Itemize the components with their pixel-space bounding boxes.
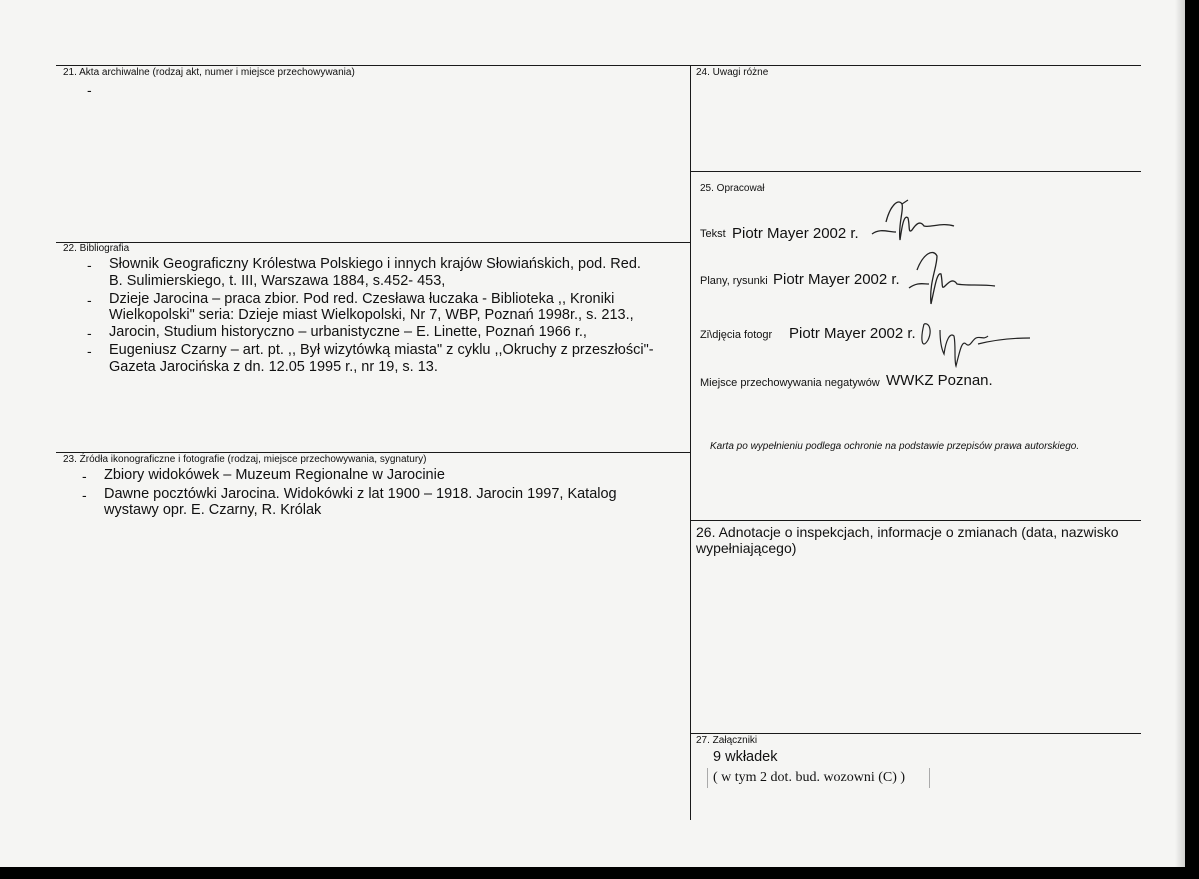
signature-1-icon bbox=[868, 196, 958, 246]
section-26-label-line-1: 26. Adnotacje o inspekcjach, informacje o zmianach (data, nazwisko bbox=[696, 524, 1119, 540]
rule-27 bbox=[690, 733, 1141, 734]
top-rule bbox=[56, 65, 1141, 66]
bibliography-item-4-line-1: Eugeniusz Czarny – art. pt. ,, Był wizytówką miasta" z cyklu ,,Okruchy z przeszłości"- bbox=[109, 342, 654, 358]
iconography-item-2-line-1: Dawne pocztówki Jarocina. Widokówki z lat 1900 – 1918. Jarocin 1997, Katalog bbox=[104, 486, 617, 502]
section-21-dash: - bbox=[87, 82, 92, 98]
bibliography-item-3-line-1: Jarocin, Studium historyczno – urbanistyczne – E. Linette, Poznań 1966 r., bbox=[109, 324, 587, 340]
iconography-item-2-line-2: wystawy opr. E. Czarny, R. Królak bbox=[104, 502, 322, 518]
section-21-label: 21. Akta archiwalne (rodzaj akt, numer i miejsce przechowywania) bbox=[63, 67, 355, 78]
photos-author-value: Piotr Mayer 2002 r. bbox=[789, 325, 916, 342]
plans-author-value: Piotr Mayer 2002 r. bbox=[773, 271, 900, 288]
signature-3-icon bbox=[918, 310, 1033, 370]
list-item-dash: - bbox=[87, 292, 92, 308]
list-item-dash: - bbox=[87, 343, 92, 359]
text-author-value: Piotr Mayer 2002 r. bbox=[732, 225, 859, 242]
attachments-note: ( w tym 2 dot. bud. wozowni (C) ) bbox=[713, 770, 906, 785]
column-divider bbox=[690, 65, 691, 820]
section-22-label: 22. Bibliografia bbox=[63, 243, 130, 254]
rule-26 bbox=[690, 520, 1141, 521]
text-author-label: Tekst bbox=[700, 228, 726, 240]
list-item-dash: - bbox=[82, 468, 87, 484]
negatives-location-value: WWKZ Poznan. bbox=[886, 372, 993, 389]
bibliography-item-2-line-2: Wielkopolski" seria: Dzieje miast Wielkopolski, Nr 7, WBP, Poznań 1998r., s. 213., bbox=[109, 307, 634, 323]
signature-2-icon bbox=[905, 246, 1000, 308]
bibliography-item-4-line-2: Gazeta Jarocińska z dn. 12.05 1995 r., nr 19, s. 13. bbox=[109, 359, 438, 375]
negatives-location-label: Miejsce przechowywania negatywów bbox=[700, 377, 880, 389]
list-item-dash: - bbox=[87, 325, 92, 341]
section-25-label: 25. Opracował bbox=[700, 183, 765, 194]
section-26-label-line-2: wypełniającego) bbox=[696, 540, 797, 556]
photos-author-label: Zi\djęcia fotogr bbox=[700, 329, 773, 341]
bibliography-item-2-line-1: Dzieje Jarocina – praca zbior. Pod red. Czesława łuczaka - Biblioteka ,, Kroniki bbox=[109, 291, 615, 307]
section-23-label: 23. Źródła ikonograficzne i fotografie (rodzaj, miejsce przechowywania, sygnatury) bbox=[63, 454, 427, 465]
rule-23 bbox=[56, 452, 690, 453]
attachments-count: 9 wkładek bbox=[713, 749, 778, 765]
section-24-label: 24. Uwagi różne bbox=[696, 67, 769, 78]
bibliography-item-1-line-1: Słownik Geograficzny Królestwa Polskiego i innych krajów Słowiańskich, pod. Red. bbox=[109, 256, 641, 272]
rule-25 bbox=[690, 171, 1141, 172]
list-item-dash: - bbox=[87, 257, 92, 273]
bibliography-item-1-line-2: B. Sulimierskiego, t. III, Warszawa 1884, s.452- 453, bbox=[109, 273, 446, 289]
section-27-label: 27. Załączniki bbox=[696, 735, 758, 746]
list-item-dash: - bbox=[82, 487, 87, 503]
iconography-item-1-line-1: Zbiory widokówek – Muzeum Regionalne w Jarocinie bbox=[104, 467, 445, 483]
plans-author-label: Plany, rysunki bbox=[700, 275, 768, 287]
rule-22 bbox=[56, 242, 690, 243]
copyright-note: Karta po wypełnieniu podlega ochronie na podstawie przepisów prawa autorskiego. bbox=[710, 441, 1080, 452]
